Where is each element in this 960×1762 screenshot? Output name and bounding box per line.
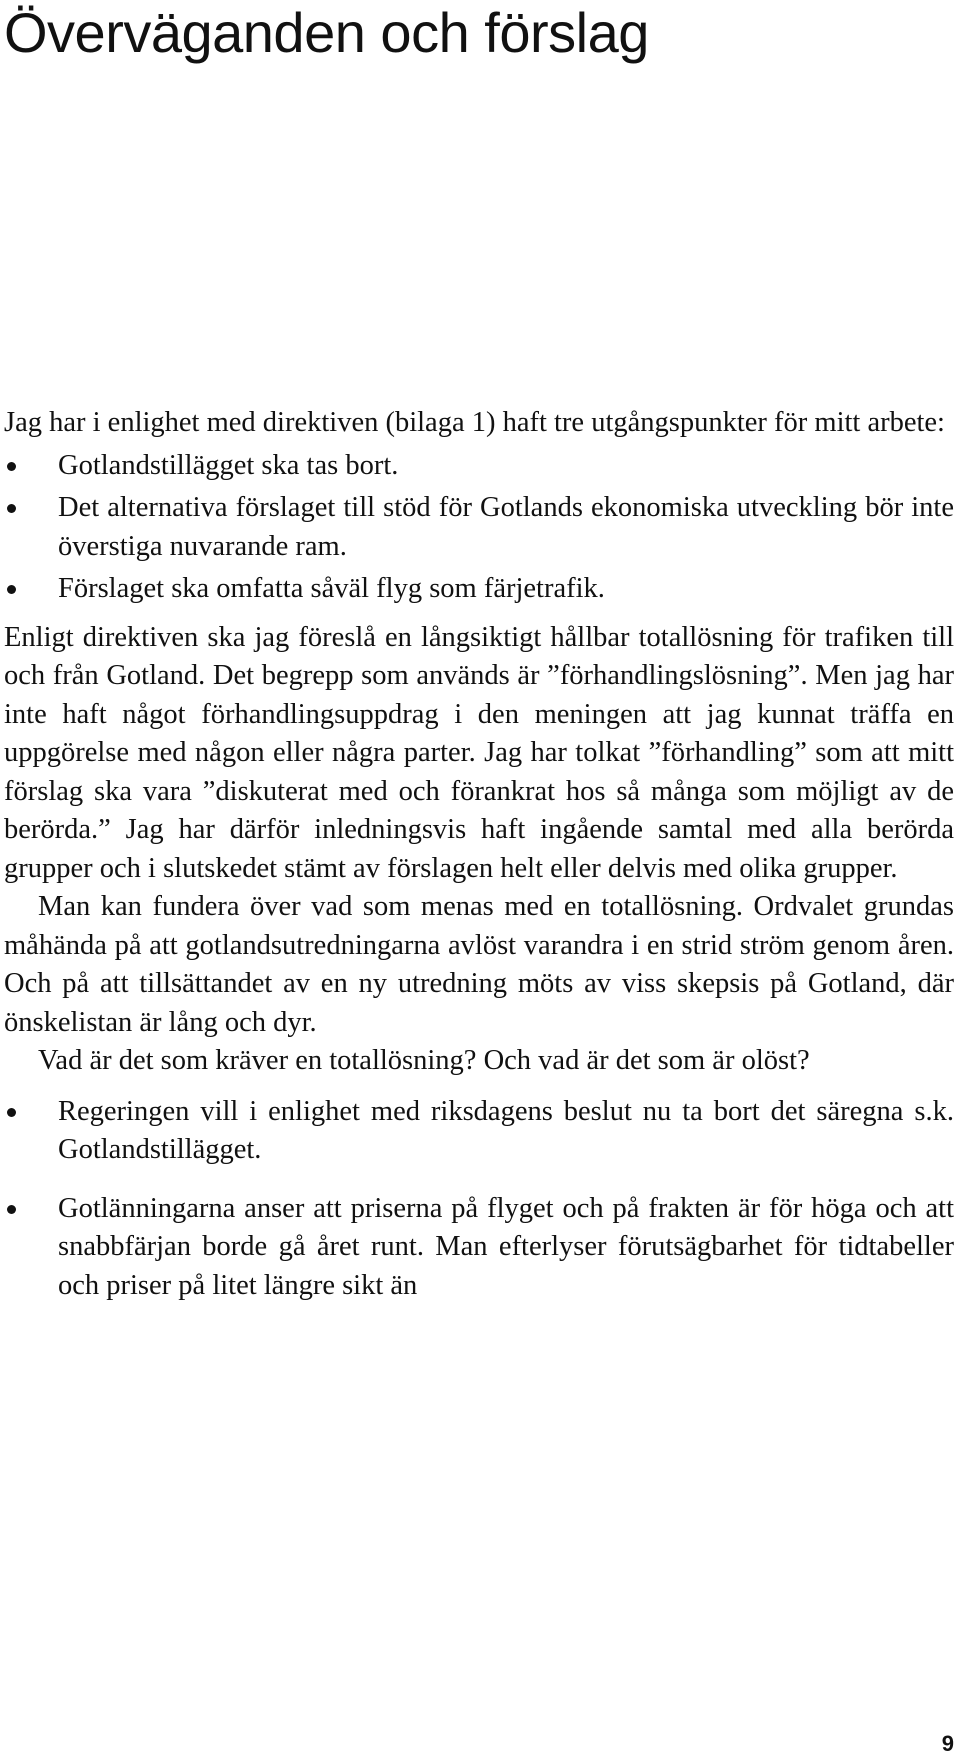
- list-item: [4, 447, 954, 486]
- list-item-text: Förslaget ska omfatta såväl flyg som färjetrafik.: [58, 573, 605, 604]
- page-number: 9: [941, 1731, 954, 1756]
- list-item-text: Gotlänningarna anser att priserna på flyget och på frakten är för höga och att snabbfärjan borde gå året runt. Man efterlyser förutsägbarhet för tidtabeller och priser på litet längre sikt än: [58, 1192, 954, 1301]
- list-item: [4, 489, 954, 566]
- bullet-icon: [7, 462, 16, 471]
- list-item: [4, 1093, 954, 1170]
- intro-paragraph: Jag har i enlighet med direktiven (bilaga 1) haft tre utgångspunkter för mitt arbete:: [4, 407, 945, 438]
- body-text: [4, 404, 954, 1325]
- bullet-icon: [7, 1205, 16, 1214]
- starting-points-list: [4, 447, 954, 609]
- page-title: Överväganden och förslag: [4, 1, 649, 64]
- bullet-icon: [7, 585, 16, 594]
- body-paragraph: Vad är det som kräver en totallösning? Och vad är det som är olöst?: [38, 1045, 810, 1076]
- list-item: [4, 570, 954, 609]
- list-item: [4, 1190, 954, 1306]
- body-paragraph: Enligt direktiven ska jag föreslå en långsiktigt hållbar totallösning för trafiken till och från Gotland. Det begrepp som används är ”förhandlingslösning”. Men jag har inte haft något förhandlingsuppdrag i den meningen att jag kunnat träffa en uppgörelse med någon eller några parter. Jag har tolkat ”förhandling” som att mitt förslag ska vara ”diskuterat med och förankrat hos så många som möjligt av de berörda.” Jag har därför inledningsvis haft ingående samtal med alla berörda grupper och i slutskedet stämt av förslagen helt eller delvis med olika grupper.: [4, 621, 954, 884]
- body-paragraph: Man kan fundera över vad som menas med en totallösning. Ordvalet grundas måhända på att gotlandsutredningarna avlöst varandra i en strid ström genom åren. Och på att tillsättandet av en ny utredning möts av viss skepsis på Gotland, där önskelistan är lång och dyr.: [4, 891, 954, 1038]
- issues-list: [4, 1093, 954, 1306]
- list-item-text: Regeringen vill i enlighet med riksdagens beslut nu ta bort det säregna s.k. Gotlandstillägget.: [58, 1095, 954, 1165]
- bullet-icon: [7, 504, 16, 513]
- list-item-text: Det alternativa förslaget till stöd för Gotlands ekonomiska utveckling bör inte överstiga nuvarande ram.: [58, 492, 954, 562]
- list-item-text: Gotlandstillägget ska tas bort.: [58, 449, 399, 481]
- bullet-icon: [7, 1108, 16, 1117]
